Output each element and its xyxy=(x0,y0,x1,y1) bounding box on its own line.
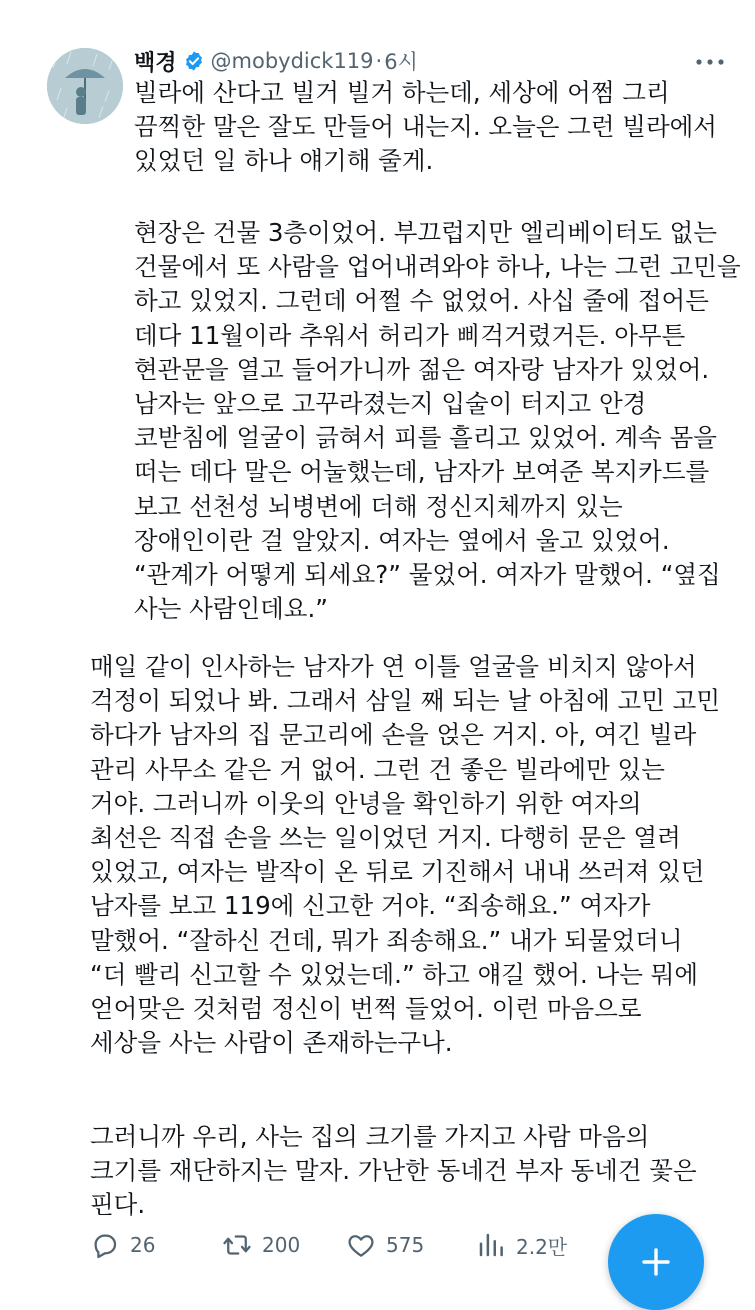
retweet-icon xyxy=(222,1230,252,1260)
tweet-header xyxy=(134,44,418,78)
avatar-image xyxy=(47,48,123,124)
retweet-button[interactable] xyxy=(222,1230,346,1260)
more-icon[interactable] xyxy=(695,48,725,68)
compose-button[interactable] xyxy=(608,1214,704,1310)
retweet-count: 200 xyxy=(262,1233,301,1257)
reply-icon xyxy=(90,1230,120,1260)
like-count: 575 xyxy=(386,1233,425,1257)
author-name[interactable]: 백경 xyxy=(134,50,177,76)
tweet-actions xyxy=(90,1228,567,1262)
views-count: 2.2만 xyxy=(516,1234,568,1259)
author-handle[interactable]: @mobydick119 xyxy=(210,49,374,73)
tweet-paragraph: 그러니까 우리, 사는 집의 크기를 가지고 사람 마음의 크기를 재단하지는 말자. 가난한 동네건 부자 동네건 꽃은 핀다. xyxy=(90,1122,697,1220)
reply-button[interactable] xyxy=(90,1230,222,1260)
tweet-paragraph: 빌라에 산다고 빌거 빌거 하는데, 세상에 어쩜 그리 끔찍한 말은 잘도 만들어 내는지. 오늘은 그런 빌라에서 있었던 일 하나 얘기해 줄게. xyxy=(134,78,717,176)
like-icon xyxy=(346,1230,376,1260)
compose-plus-icon xyxy=(639,1245,673,1279)
verified-badge-icon xyxy=(183,50,205,72)
tweet-time[interactable]: 6시 xyxy=(384,50,418,74)
tweet-paragraph: 현장은 건물 3층이었어. 부끄럽지만 엘리베이터도 없는 건물에서 또 사람을 업어내려와야 하나, 나는 그런 고민을 하고 있었지. 그런데 어쩔 수 없었어. 사십 줄에 접어든 데다 11월이라 추워서 허리가 삐걱거렸거든. 아무튼 현관문을 열고 들어가니까 젊은 여자랑 남자가 있었어. 남자는 앞으로 고꾸라졌는지 입술이 터지고 안경 코받침에 얼굴이 긁혀서 피를 흘리고 있었어. 계속 몸을 떠는 데다 말은 어눌했는데, 남자가 보여준 복지카드를 보고 선천성 뇌병변에 더해 정신지체까지 있는 장애인이란 걸 알았지. 여자는 옆에서 울고 있었어. “관계가 어떻게 되세요?” 물었어. 여자가 말했어. “옆집 사는 사람인데요.” xyxy=(134,218,741,624)
like-button[interactable] xyxy=(346,1230,476,1260)
avatar[interactable] xyxy=(47,48,123,124)
views-button[interactable] xyxy=(476,1230,567,1260)
tweet-paragraph: 매일 같이 인사하는 남자가 연 이틀 얼굴을 비치지 않아서 걱정이 되었나 봐. 그래서 삼일 째 되는 날 아침에 고민 고민 하다가 남자의 집 문고리에 손을 얹은 거지. 아, 여긴 빌라 관리 사무소 같은 거 없어. 그런 건 좋은 빌라에만 있는 거야. 그러니까 이웃의 안녕을 확인하기 위한 여자의 최선은 직접 손을 쓰는 일이었던 거지. 다행히 문은 열려 있었고, 여자는 발작이 온 뒤로 기진해서 내내 쓰러져 있던 남자를 보고 119에 신고한 거야. “죄송해요.” 여자가 말했어. “잘하신 건데, 뭐가 죄송해요.” 내가 되물었더니 “더 빨리 신고할 수 있었는데.” 하고 얘길 했어. 나는 뭐에 얻어맞은 것처럼 정신이 번쩍 들었어. 이런 마음으로 세상을 사는 사람이 존재하는구나. xyxy=(90,652,721,1058)
meta-separator: · xyxy=(375,49,383,73)
reply-count: 26 xyxy=(130,1233,156,1257)
views-icon xyxy=(476,1230,506,1260)
